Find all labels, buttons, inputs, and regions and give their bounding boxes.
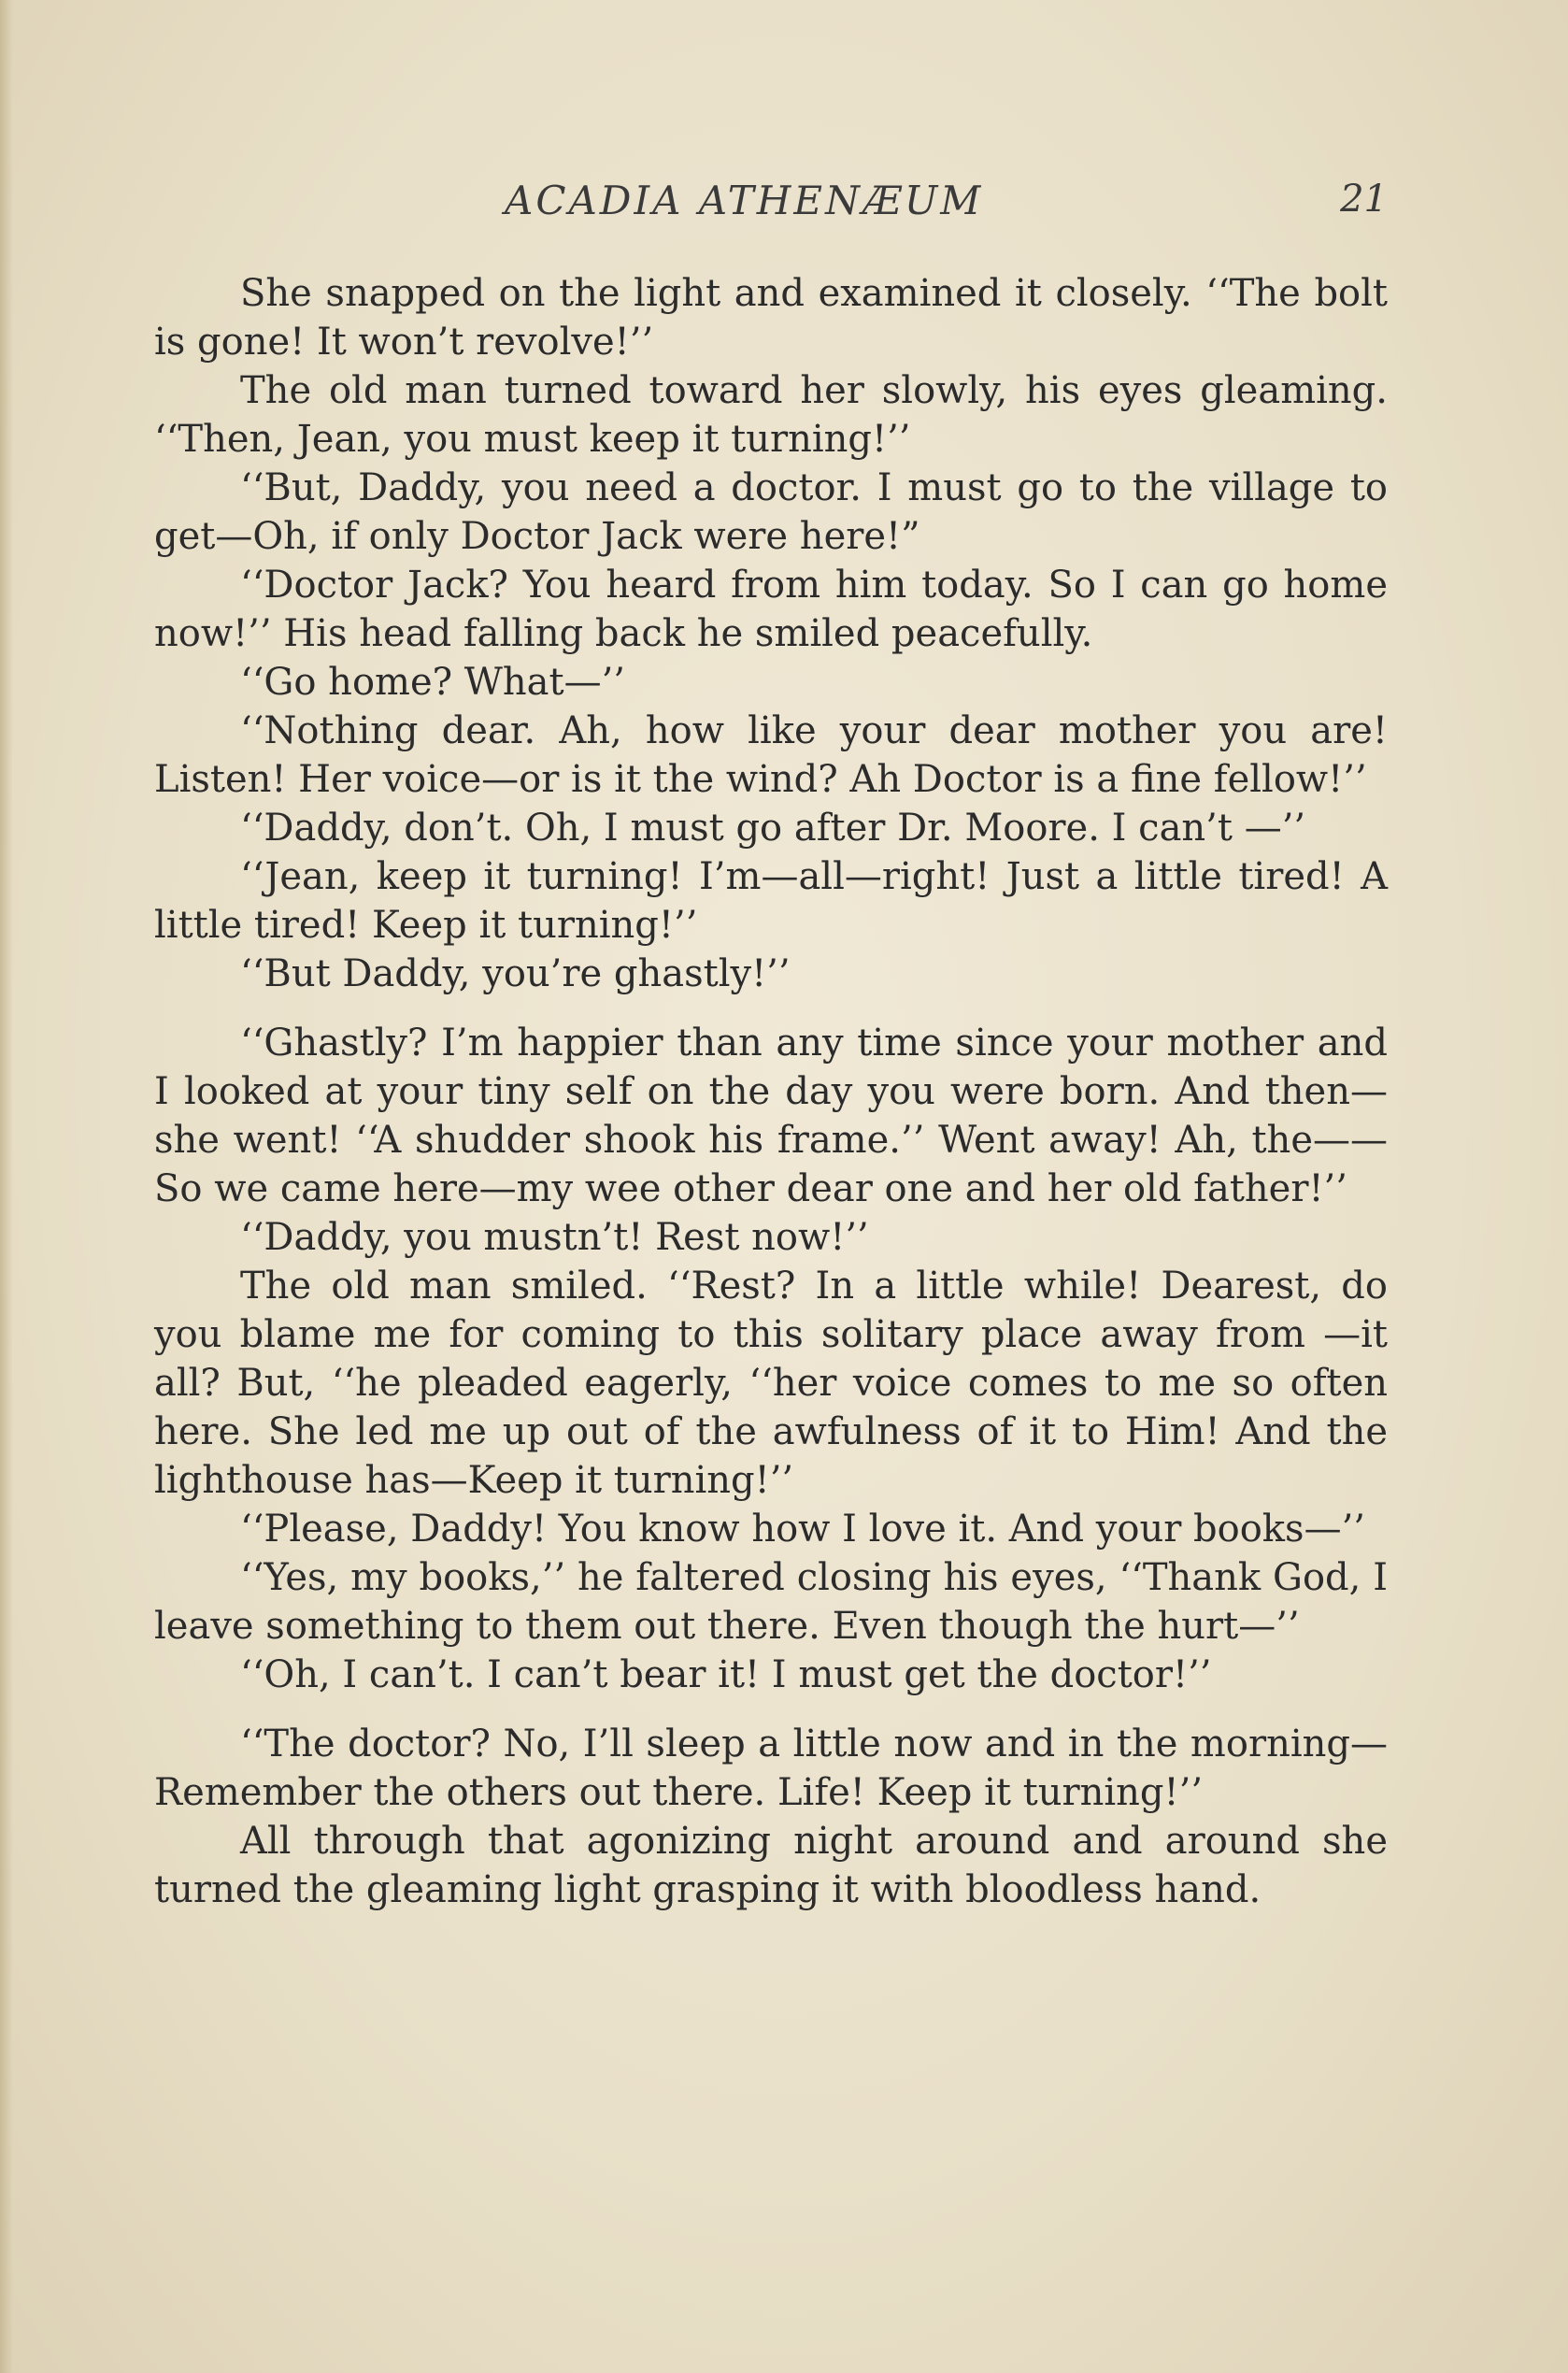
paragraph: The old man smiled. ‘‘Rest? In a little while! Dearest, do you blame me for coming to this solitary place away from —it all? But, ‘‘he pleaded eagerly, ‘‘her voice comes to me so often here. She led me up out of the awfulness of it to Him! And the lighthouse has—Keep it turning!’’ xyxy=(154,1265,1388,1502)
paragraph: ‘‘The doctor? No, I’ll sleep a little now and in the morning—Remember the others out there. Life! Keep it turning!’’ xyxy=(154,1723,1388,1814)
paragraph: ‘‘Nothing dear. Ah, how like your dear mother you are! Listen! Her voice—or is it the wind? Ah Doctor is a fine fellow!’’ xyxy=(154,709,1388,801)
page-header xyxy=(154,178,1388,234)
paragraph: ‘‘But, Daddy, you need a doctor. I must go to the village to get—Oh, if only Doctor Jack were here!” xyxy=(154,466,1388,558)
paragraph: ‘‘Doctor Jack? You heard from him today. So I can go home now!’’ His head falling back he smiled peacefully. xyxy=(154,564,1388,655)
paragraph: ‘‘Please, Daddy! You know how I love it. And your books—’’ xyxy=(240,1508,1366,1551)
page-number: 21 xyxy=(1340,178,1388,221)
paragraph: ‘‘Jean, keep it turning! I’m—all—right! Just a little tired! A little tired! Keep it turning!’’ xyxy=(154,855,1388,947)
paragraph: ‘‘But Daddy, you’re ghastly!’’ xyxy=(240,952,791,995)
running-title: ACADIA ATHENÆUM xyxy=(505,178,984,223)
paragraph: The old man turned toward her slowly, his eyes gleaming. ‘‘Then, Jean, you must keep it turning!’’ xyxy=(154,369,1388,461)
body-text xyxy=(154,269,1388,1914)
paragraph: ‘‘Daddy, you mustn’t! Rest now!’’ xyxy=(240,1216,869,1259)
paragraph: ‘‘Go home? What—’’ xyxy=(240,661,626,704)
page-binding-edge xyxy=(0,0,13,2373)
paragraph: All through that agonizing night around and around she turned the gleaming light grasping it with bloodless hand. xyxy=(154,1820,1388,1911)
paragraph: ‘‘Daddy, don’t. Oh, I must go after Dr. Moore. I can’t —’’ xyxy=(240,807,1306,850)
paragraph: ‘‘Oh, I can’t. I can’t bear it! I must get the doctor!’’ xyxy=(240,1653,1212,1696)
paragraph: ‘‘Ghastly? I’m happier than any time since your mother and I looked at your tiny self on the day you were born. And then—she went! ‘‘A shudder shook his frame.’’ Went away! Ah, the——So we came here—my wee other dear one and her old father!’’ xyxy=(154,1022,1388,1210)
paragraph: She snapped on the light and examined it closely. ‘‘The bolt is gone! It won’t revolve!’’ xyxy=(154,272,1388,364)
paragraph: ‘‘Yes, my books,’’ he faltered closing his eyes, ‘‘Thank God, I leave something to them out there. Even though the hurt—’’ xyxy=(154,1556,1388,1648)
